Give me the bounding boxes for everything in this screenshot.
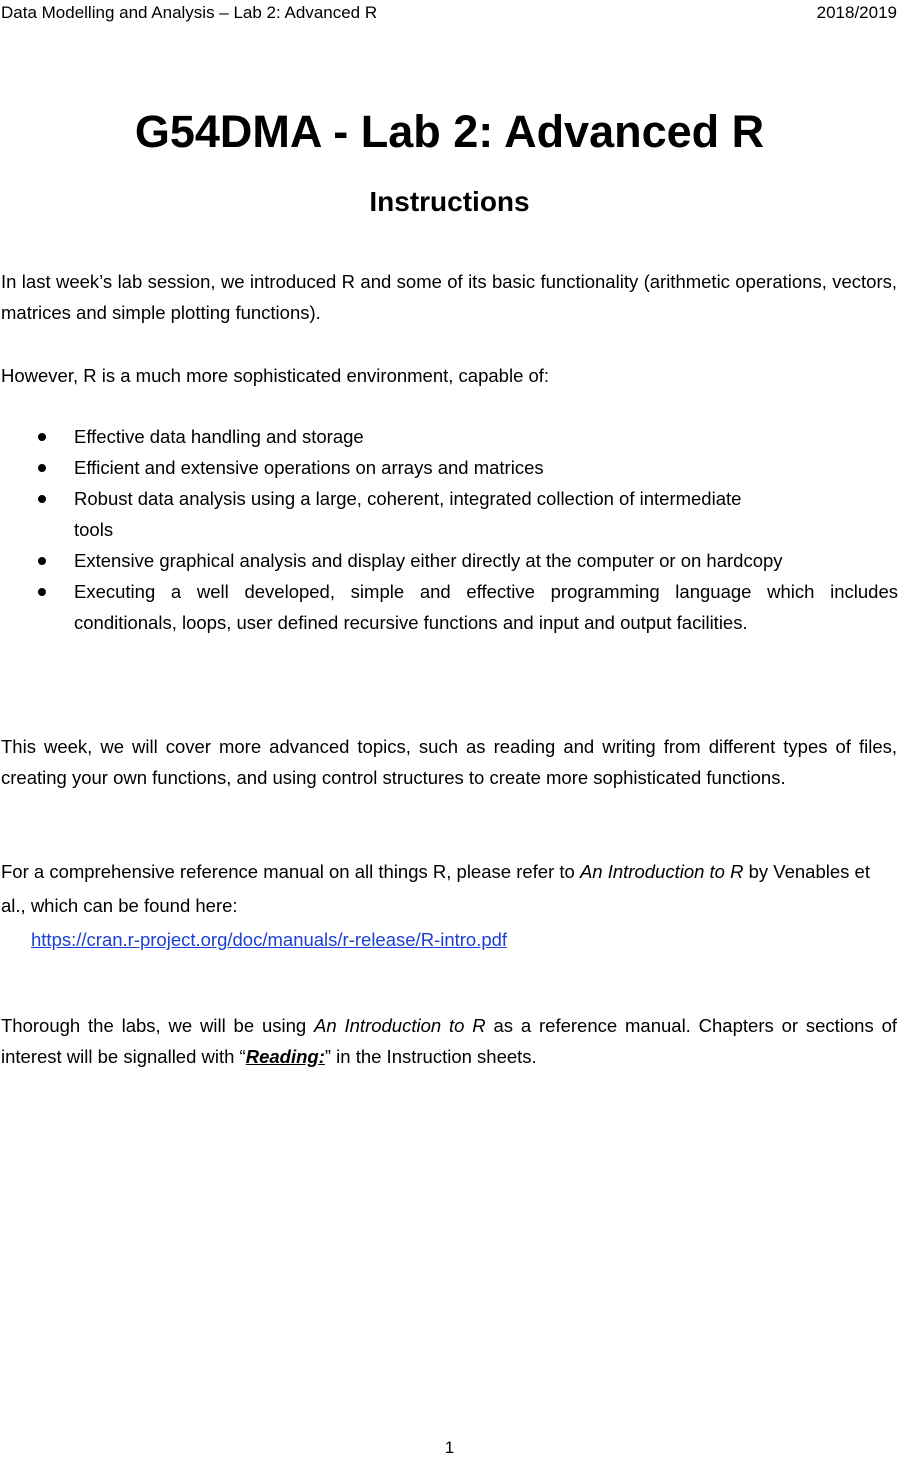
- list-item-text: Robust data analysis using a large, coherent, integrated collection of intermediate tools: [74, 488, 742, 540]
- document-title: G54DMA - Lab 2: Advanced R: [134, 106, 765, 157]
- reference-text-before: For a comprehensive reference manual on all things R, please refer to: [1, 861, 580, 882]
- page-header: [0, 2, 897, 26]
- reading-note-after: ” in the Instruction sheets.: [324, 1046, 537, 1067]
- list-item: [0, 421, 774, 452]
- list-item: [0, 576, 898, 638]
- reading-note-paragraph: [1, 1010, 897, 1072]
- capabilities-intro-paragraph: However, R is a much more sophisticated environment, capable of:: [1, 365, 550, 386]
- reading-note-book-title: An Introduction to R: [314, 1015, 486, 1036]
- bullet-icon: [38, 557, 46, 565]
- header-course-title: Data Modelling and Analysis – Lab 2: Advanced R: [1, 3, 378, 22]
- list-item-text: Efficient and extensive operations on arrays and matrices: [74, 457, 544, 478]
- intro-paragraph: In last week’s lab session, we introduced R and some of its basic functionality (arithmetic operations, vectors, matrices and simple plotting functions).: [1, 271, 897, 323]
- bullet-icon: [38, 464, 46, 472]
- bullet-icon: [38, 495, 46, 503]
- reference-text-after: by Venables et al., which can be found here:: [1, 861, 870, 916]
- bullet-icon: [38, 588, 46, 596]
- document-subtitle: Instructions: [369, 186, 530, 217]
- list-item: [0, 452, 898, 483]
- bullet-icon: [38, 433, 46, 441]
- capabilities-list: [0, 421, 898, 638]
- list-item-text: Effective data handling and storage: [74, 426, 364, 447]
- list-item: [0, 483, 898, 545]
- reading-keyword: Reading:: [245, 1046, 325, 1067]
- list-item-text: Executing a well developed, simple and effective programming language which includes conditionals, loops, user defined recursive functions and input and output facilities.: [74, 581, 898, 633]
- manual-link-line: [31, 924, 507, 955]
- reading-note-middle: as a reference manual. Chapters or sections of interest will be signalled with “: [1, 1015, 897, 1067]
- list-item-text: Extensive graphical analysis and display either directly at the computer or on hardcopy: [74, 550, 783, 571]
- reference-book-title: An Introduction to R: [579, 861, 744, 882]
- page-number: 1: [444, 1438, 455, 1457]
- reading-note-before: Thorough the labs, we will be using: [1, 1015, 315, 1036]
- manual-link[interactable]: https://cran.r-project.org/doc/manuals/r-release/R-intro.pdf: [31, 929, 508, 950]
- reference-paragraph: [1, 855, 897, 923]
- list-item: [0, 545, 898, 576]
- header-academic-year: 2018/2019: [816, 3, 897, 22]
- this-week-paragraph: This week, we will cover more advanced topics, such as reading and writing from different types of files, creating your own functions, and using control structures to create more sophisticated functions.: [1, 736, 897, 788]
